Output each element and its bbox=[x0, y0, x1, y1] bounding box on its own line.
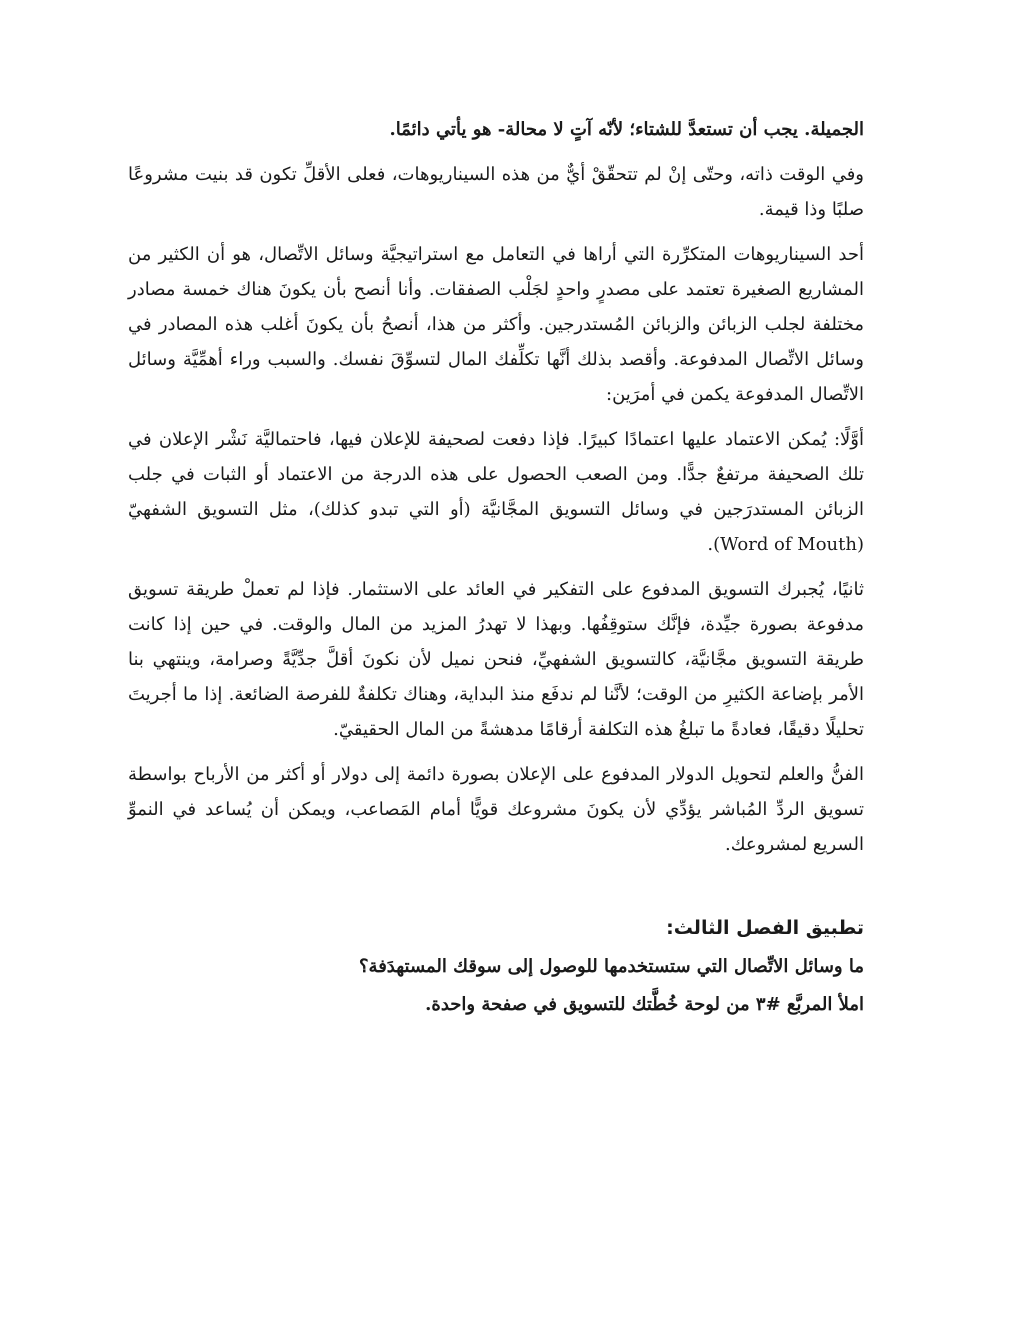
body-paragraph: الفنُّ والعلم لتحويل الدولار المدفوع على الإعلان بصورة دائمة إلى دولار أو أكثر من الأرباح بواسطة تسويق الردِّ المُباشر يؤدِّي لأن يكونَ مشروعك قويًّا أمام المَصاعب، ويمكن أن يُساعد في النموِّ السريع لمشروعك. bbox=[128, 764, 864, 855]
body-paragraph: وفي الوقت ذاته، وحتّى إنْ لم تتحقّقْ أيٌّ من هذه السيناريوهات، فعلى الأقلِّ تكون قد بنيت مشروعًا صلبًا وذا قيمة. bbox=[128, 164, 864, 220]
body-paragraph: ثانيًا، يُجبرك التسويق المدفوع على التفكير في العائد على الاستثمار. فإذا لم تعملْ طريقة تسويق مدفوعة بصورة جيِّدة، فإنَّك ستوقِفُها. وبهذا لا تهدرُ المزيد من المال والوقت. في حين إذا كانت طريقة التسويق مجَّانيَّة، كالتسويق الشفهيِّ، فنحن نميل لأن نكونَ أقلَّ جدِّيَّةً وصرامة، وينتهي بنا الأمر بإضاعة الكثيرِ من الوقت؛ لأنَّنا لم ندفَع منذ البداية، وهناك تكلفةٌ للفرصة الضائعة. إذا ما أجريتَ تحليلًا دقيقًا، فعادةً ما تبلغُ هذه التكلفة أرقامًا مدهشةً من المال الحقيقيّ. bbox=[128, 579, 864, 740]
chapter-application-section bbox=[128, 910, 864, 1024]
section-instruction: املأ المربَّع #٣ من لوحة خُطَّتك للتسويق في صفحة واحدة. bbox=[425, 994, 864, 1015]
section-heading: تطبيق الفصل الثالث: bbox=[666, 917, 864, 939]
section-question: ما وسائل الاتِّصال التي ستستخدمها للوصول إلى سوقك المستهدَفة؟ bbox=[358, 956, 864, 977]
body-paragraph: أوَّلًا: يُمكن الاعتماد عليها اعتمادًا كبيرًا. فإذا دفعت لصحيفة للإعلان فيها، فاحتماليَّة نَشْر الإعلان في تلك الصحيفة مرتفعٌ جدًّا. ومن الصعب الحصول على هذه الدرجة من الاعتماد أو الثبات في جلب الزبائن المستدرَجين في وسائل التسويق المجَّانيَّة (أو التي تبدو كذلك)، مثل التسويق الشفهيّ (Word of Mouth). bbox=[128, 429, 864, 555]
body-paragraph: أحد السيناريوهات المتكرِّرة التي أراها في التعامل مع استراتيجيَّة وسائل الاتِّصال، هو أن الكثير من المشاريع الصغيرة تعتمد على مصدرٍ واحدٍ لجَلْب الصفقات. وأنا أنصح بأن يكونَ هناك خمسة مصادر مختلفة لجلب الزبائن والزبائن المُستدرجين. وأكثر من هذا، أنصحُ بأن يكونَ أغلب هذه المصادر في وسائل الاتِّصال المدفوعة. وأقصد بذلك أنَّها تكلِّفك المال لتسوِّقَ نفسك. والسبب وراء أهمِّيَّة وسائل الاتِّصال المدفوعة يكمن في أمرَين: bbox=[128, 244, 864, 405]
lead-line: الجميلة. يجب أن تستعدَّ للشتاء؛ لأنّه آتٍ لا محالة- هو يأتي دائمًا. bbox=[389, 119, 864, 140]
document-page bbox=[128, 112, 864, 1292]
